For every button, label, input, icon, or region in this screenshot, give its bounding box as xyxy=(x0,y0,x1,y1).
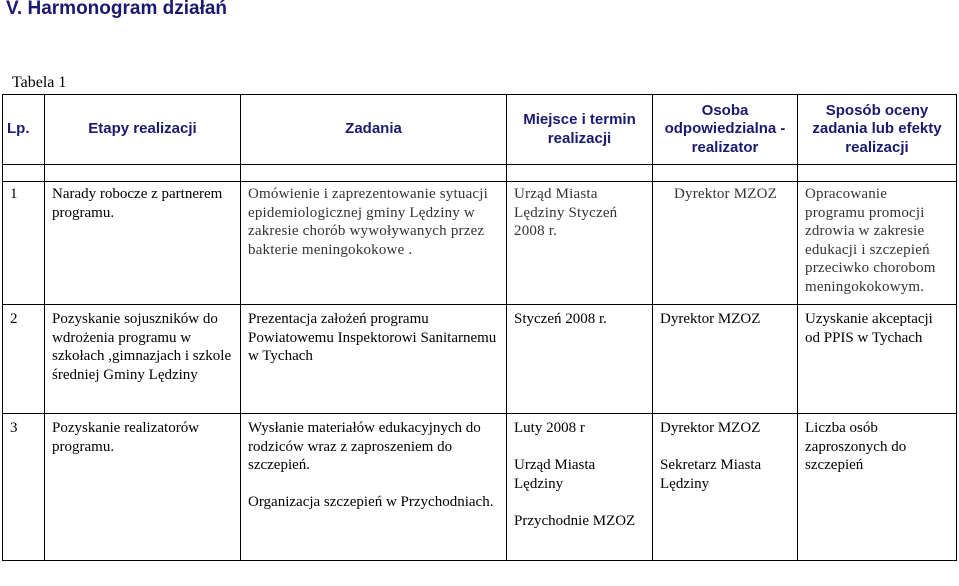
cell-osoba xyxy=(653,414,798,561)
cell-osoba: Dyrektor MZOZ xyxy=(653,305,798,414)
cell-etapy: Narady robocze z partnerem programu. xyxy=(45,182,241,305)
cell-etapy: Pozyskanie realizatorów programu. xyxy=(45,414,241,561)
cell-zadania xyxy=(241,414,507,561)
header-osoba: Osoba odpowiedzialna - realizator xyxy=(653,95,798,165)
header-zadania: Zadania xyxy=(241,95,507,165)
osoba-line-2: Sekretarz Miasta Lędziny xyxy=(660,457,762,492)
miejsce-line-3: Przychodnie MZOZ xyxy=(514,512,636,529)
section-heading: V. Harmonogram działań xyxy=(6,0,228,19)
cell-lp: 2 xyxy=(3,305,45,414)
header-etapy: Etapy realizacji xyxy=(45,95,241,165)
cell-zadania: Omówienie i zaprezentowanie sytuacji epidemiologicznej gminy Lędziny w zakresie chorób wywoływanych przez bakterie meningokokowe . xyxy=(241,182,507,305)
table-spacer-row xyxy=(3,165,957,182)
header-miejsce: Miejsce i termin realizacji xyxy=(507,95,653,165)
cell-miejsce: Styczeń 2008 r. xyxy=(507,305,653,414)
table-caption: Tabela 1 xyxy=(12,74,67,91)
zadania-line-2: Organizacja szczepień w Przychodniach. xyxy=(248,494,494,511)
table-row xyxy=(3,414,957,561)
schedule-table xyxy=(2,94,957,561)
header-sposob: Sposób oceny zadania lub efekty realizacji xyxy=(798,95,957,165)
cell-lp: 1 xyxy=(3,182,45,305)
miejsce-line-1: Luty 2008 r xyxy=(514,420,585,436)
cell-sposob: Liczba osób zaproszonych do szczepień xyxy=(798,414,957,561)
cell-zadania: Prezentacja założeń programu Powiatowemu Inspektorowi Sanitarnemu w Tychach xyxy=(241,305,507,414)
cell-etapy: Pozyskanie sojuszników do wdrożenia programu w szkołach ,gimnazjach i szkole średniej Gminy Lędziny xyxy=(45,305,241,414)
miejsce-line-2: Urząd Miasta Lędziny xyxy=(514,457,596,492)
zadania-line-1: Wysłanie materiałów edukacyjnych do rodziców wraz z zaproszeniem do szczepień. xyxy=(248,420,481,474)
osoba-line-1: Dyrektor MZOZ xyxy=(660,420,761,436)
table-row xyxy=(3,182,957,305)
cell-sposob: Uzyskanie akceptacji od PPIS w Tychach xyxy=(798,305,957,414)
cell-sposob: Opracowanie programu promocji zdrowia w zakresie edukacji i szczepień przeciwko chorobom meningokokowym. xyxy=(798,182,957,305)
table-row xyxy=(3,305,957,414)
cell-osoba: Dyrektor MZOZ xyxy=(653,182,798,305)
cell-miejsce xyxy=(507,414,653,561)
cell-miejsce: Urząd Miasta Lędziny Styczeń 2008 r. xyxy=(507,182,653,305)
cell-lp: 3 xyxy=(3,414,45,561)
header-lp: Lp. xyxy=(3,95,45,165)
table-header-row xyxy=(3,95,957,165)
